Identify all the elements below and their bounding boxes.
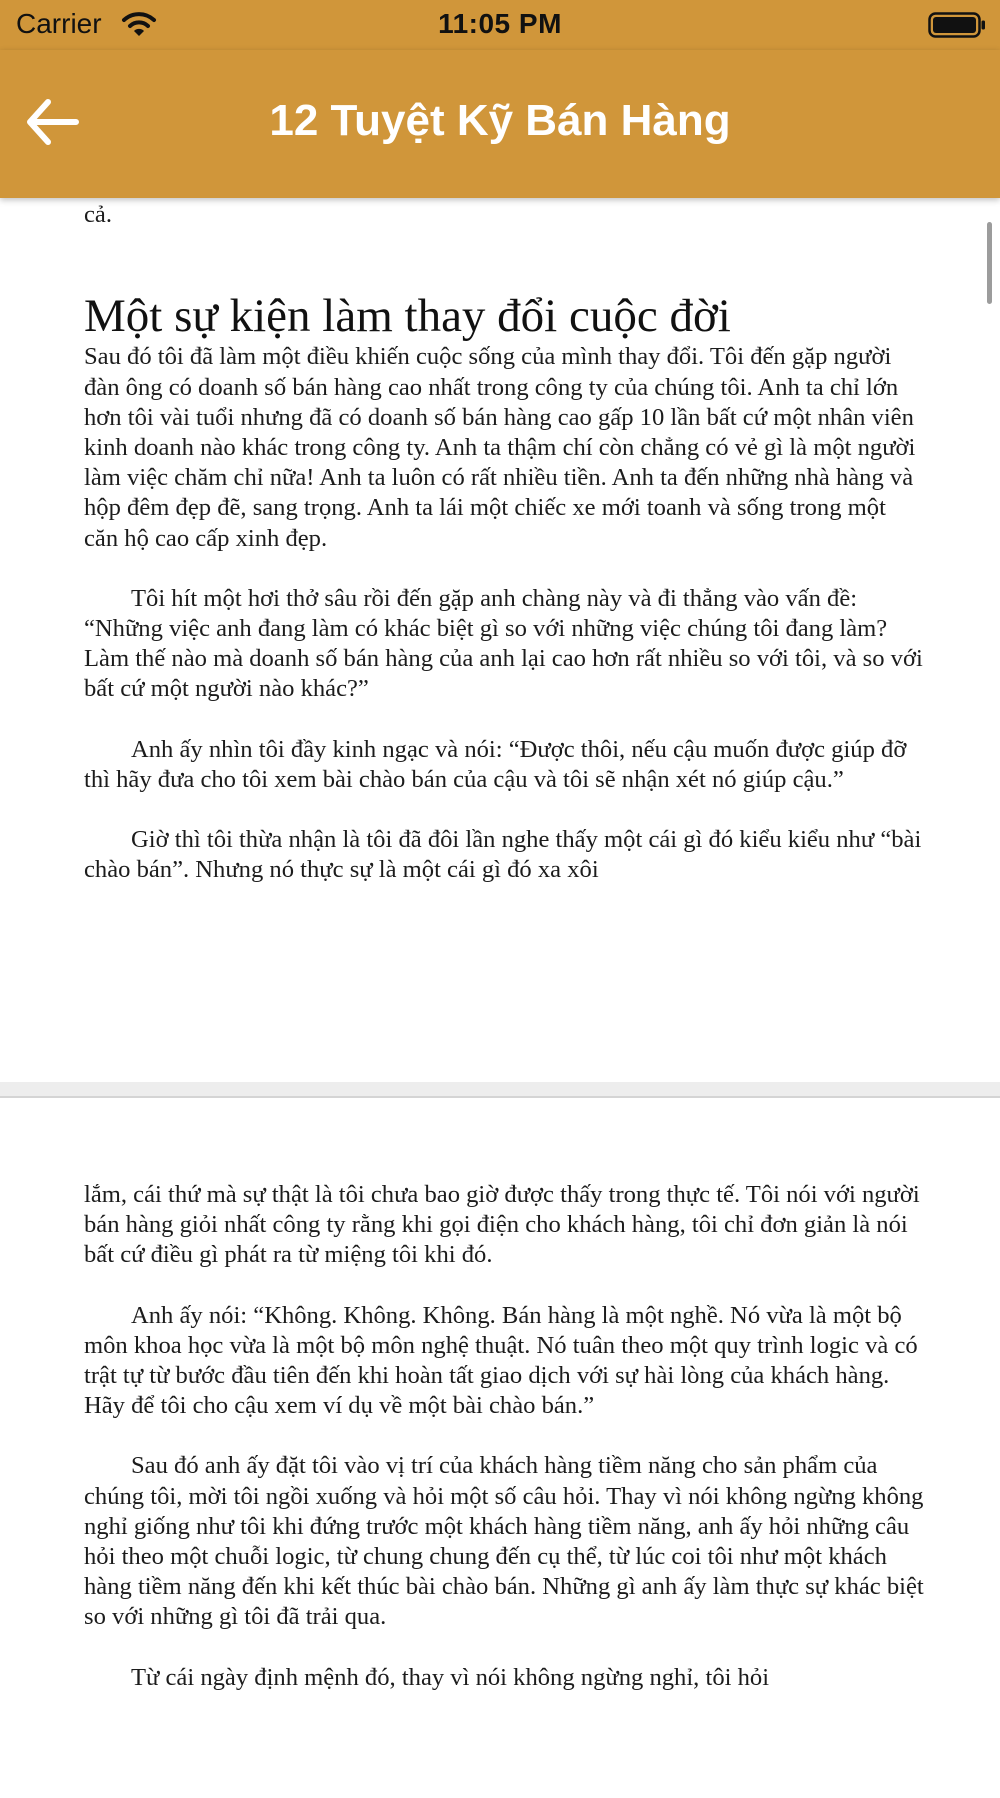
battery-icon	[928, 12, 986, 38]
reader-content[interactable]	[0, 198, 1000, 1778]
navigation-bar	[0, 50, 1000, 198]
scroll-indicator[interactable]	[987, 222, 992, 304]
paragraph: Sau đó anh ấy đặt tôi vào vị trí của khách hàng tiềm năng cho sản phẩm của chúng tôi, mời tôi ngồi xuống và hỏi một số câu hỏi. Thay vì nói không ngừng không nghỉ giống như tôi khi đứng trước một khách hàng tiềm năng, anh ấy hỏi những câu hỏi theo một chuỗi logic, từ chung chung đến cụ thể, từ lúc coi tôi như một khách hàng tiềm năng đến khi kết thúc bài chào bán. Những gì anh ấy làm thực sự khác biệt so với những gì tôi đã trải qua.	[84, 1452, 924, 1631]
status-bar	[0, 0, 1000, 50]
paragraph: Sau đó tôi đã làm một điều khiến cuộc sống của mình thay đổi. Tôi đến gặp người đàn ông có doanh số bán hàng cao nhất trong công ty của chúng tôi. Anh ta chỉ lớn hơn tôi vài tuổi nhưng đã có doanh số bán hàng cao gấp 10 lần bất cứ một nhân viên kinh doanh nào khác trong công ty. Anh ta thậm chí còn chẳng có vẻ gì là một người làm việc chăm chỉ nữa! Anh ta luôn có rất nhiều tiền. Anh ta đến những nhà hàng và hộp đêm đẹp đẽ, sang trọng. Anh ta lái một chiếc xe mới toanh và sống trong một căn hộ cao cấp xinh đẹp.	[84, 343, 916, 552]
chapter-heading: Một sự kiện làm thay đổi cuộc đời	[84, 290, 731, 343]
paragraph: Tôi hít một hơi thở sâu rồi đến gặp anh chàng này và đi thẳng vào vấn đề: “Những việc anh đang làm có khác biệt gì so với những việc chúng tôi đang làm? Làm thế nào mà doanh số bán hàng của anh lại cao hơn rất nhiều so với tôi, và so với bất cứ một người nào khác?”	[84, 584, 923, 703]
reader-page-2	[0, 1098, 1000, 1798]
page-separator	[0, 1082, 1000, 1098]
paragraph: cả.	[84, 201, 112, 229]
book-title: 12 Tuyệt Kỹ Bán Hàng	[269, 96, 731, 145]
paragraph: lắm, cái thứ mà sự thật là tôi chưa bao giờ được thấy trong thực tế. Tôi nói với người bán hàng giỏi nhất công ty rằng khi gọi điện cho khách hàng, tôi chỉ đơn giản là nói bất cứ điều gì phát ra từ miệng tôi khi đó.	[84, 1181, 920, 1269]
paragraph: Giờ thì tôi thừa nhận là tôi đã đôi lần nghe thấy một cái gì đó kiểu kiểu như “bài chào bán”. Nhưng nó thực sự là một cái gì đó xa xôi	[84, 826, 922, 884]
page-1-text	[84, 170, 924, 915]
paragraph: Anh ấy nói: “Không. Không. Không. Bán hàng là một nghề. Nó vừa là một bộ môn khoa học vừa là một bộ môn nghệ thuật. Nó tuân theo một quy trình logic và có trật tự từ bước đầu tiên đến khi hoàn tất giao dịch với sự hài lòng của khách hàng. Hãy để tôi cho cậu xem ví dụ về một bài chào bán.”	[84, 1301, 918, 1420]
paragraph: Từ cái ngày định mệnh đó, thay vì nói không ngừng nghỉ, tôi hỏi	[131, 1663, 770, 1691]
page-2-text	[84, 1180, 924, 1723]
carrier-label: Carrier	[16, 8, 102, 39]
reader-page-1	[0, 158, 1000, 1080]
paragraph: Anh ấy nhìn tôi đầy kinh ngạc và nói: “Được thôi, nếu cậu muốn được giúp đỡ thì hãy đưa cho tôi xem bài chào bán của cậu và tôi sẽ nhận xét nó giúp cậu.”	[84, 735, 907, 793]
clock: 11:05 PM	[438, 8, 562, 39]
